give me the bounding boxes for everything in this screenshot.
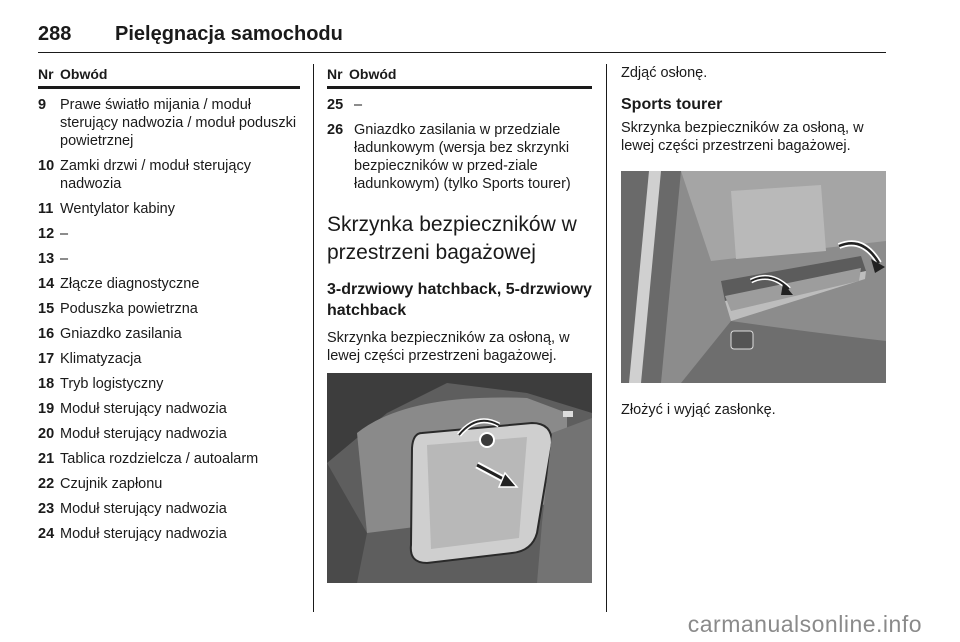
row-text: Złącze diagnostyczne [60, 276, 200, 292]
page-header [38, 22, 886, 53]
row-number: 15 [38, 301, 55, 317]
table-row [327, 96, 592, 114]
table-row [38, 500, 300, 518]
row-number: 14 [38, 276, 55, 292]
row-number: 10 [38, 158, 55, 174]
subsection-heading: 3-drzwiowy hatchback, 5-drzwiowy hatchback [327, 281, 592, 319]
trunk-curtain-image [621, 171, 886, 383]
row-text: Moduł sterujący nadwozia [60, 401, 227, 417]
table-row [38, 225, 300, 243]
paragraph: Skrzynka bezpieczników za osłoną, w lewej części przestrzeni bagażowej. [327, 330, 570, 364]
row-number: 21 [38, 451, 55, 467]
row-text: Gniazdko zasilania w przedziale ładunkowym (wersja bez skrzynki bezpieczników w przed-ziale ładunkowym) (tylko Sports tourer) [354, 122, 571, 192]
row-text: Poduszka powietrzna [60, 301, 198, 317]
table-row [38, 450, 300, 468]
remove-cover-text: Zdjąć osłonę. [621, 65, 708, 81]
row-text: – [60, 251, 69, 267]
table-row [38, 400, 300, 418]
row-number: 13 [38, 251, 55, 267]
table-row [38, 525, 300, 543]
row-number: 24 [38, 526, 55, 542]
column-divider [606, 64, 607, 612]
section-heading: Skrzynka bezpieczników w przestrzeni bagażowej [327, 213, 577, 264]
row-text: Tablica rozdzielcza / autoalarm [60, 451, 259, 467]
row-number: 17 [38, 351, 55, 367]
sports-tourer-illustration [621, 171, 886, 383]
row-text: – [354, 97, 363, 113]
table-header [327, 64, 592, 89]
table-row [38, 425, 300, 443]
row-text: Moduł sterujący nadwozia [60, 426, 227, 442]
fuse-table-mid [327, 64, 592, 583]
row-number: 25 [327, 97, 344, 113]
paragraph: Skrzynka bezpieczników za osłoną, w lewej części przestrzeni bagażowej. [621, 120, 864, 154]
subsection-heading: Sports tourer [621, 96, 723, 113]
row-text: – [60, 226, 69, 242]
row-text: Moduł sterujący nadwozia [60, 526, 227, 542]
fusebox-cover-illustration [327, 373, 592, 583]
fuse-table-left [38, 64, 300, 543]
right-column [621, 62, 886, 419]
col-circuit-header: Obwód [349, 66, 397, 82]
table-row [38, 375, 300, 393]
row-text: Moduł sterujący nadwozia [60, 501, 227, 517]
row-text: Klimatyzacja [60, 351, 142, 367]
row-number: 20 [38, 426, 55, 442]
table-row [38, 300, 300, 318]
table-row [38, 350, 300, 368]
table-row [38, 475, 300, 493]
page-title: Pielęgnacja samochodu [115, 23, 343, 45]
trunk-side-panel-image [327, 373, 592, 583]
row-text: Czujnik zapłonu [60, 476, 163, 492]
table-header [38, 64, 300, 89]
row-number: 9 [38, 97, 47, 113]
col-nr-header: Nr [38, 66, 54, 82]
table-row [38, 275, 300, 293]
row-number: 16 [38, 326, 55, 342]
table-row [38, 157, 300, 193]
table-row [38, 325, 300, 343]
column-divider [313, 64, 314, 612]
row-number: 26 [327, 122, 344, 138]
table-row [38, 200, 300, 218]
row-number: 23 [38, 501, 55, 517]
page-number: 288 [38, 23, 72, 45]
col-nr-header: Nr [327, 66, 343, 82]
watermark: carmanualsonline.info [687, 611, 922, 637]
col-circuit-header: Obwód [60, 66, 108, 82]
row-number: 19 [38, 401, 55, 417]
caption: Złożyć i wyjąć zasłonkę. [621, 402, 776, 418]
row-number: 12 [38, 226, 55, 242]
row-text: Tryb logistyczny [60, 376, 164, 392]
table-row [327, 121, 592, 193]
row-number: 18 [38, 376, 55, 392]
row-number: 11 [38, 201, 54, 217]
row-number: 22 [38, 476, 55, 492]
row-text: Wentylator kabiny [60, 201, 175, 217]
table-row [38, 250, 300, 268]
row-text: Prawe światło mijania / moduł sterujący nadwozia / moduł poduszki powietrznej [60, 97, 297, 149]
table-row [38, 96, 300, 150]
row-text: Gniazdko zasilania [60, 326, 182, 342]
row-text: Zamki drzwi / moduł sterujący nadwozia [60, 158, 251, 192]
